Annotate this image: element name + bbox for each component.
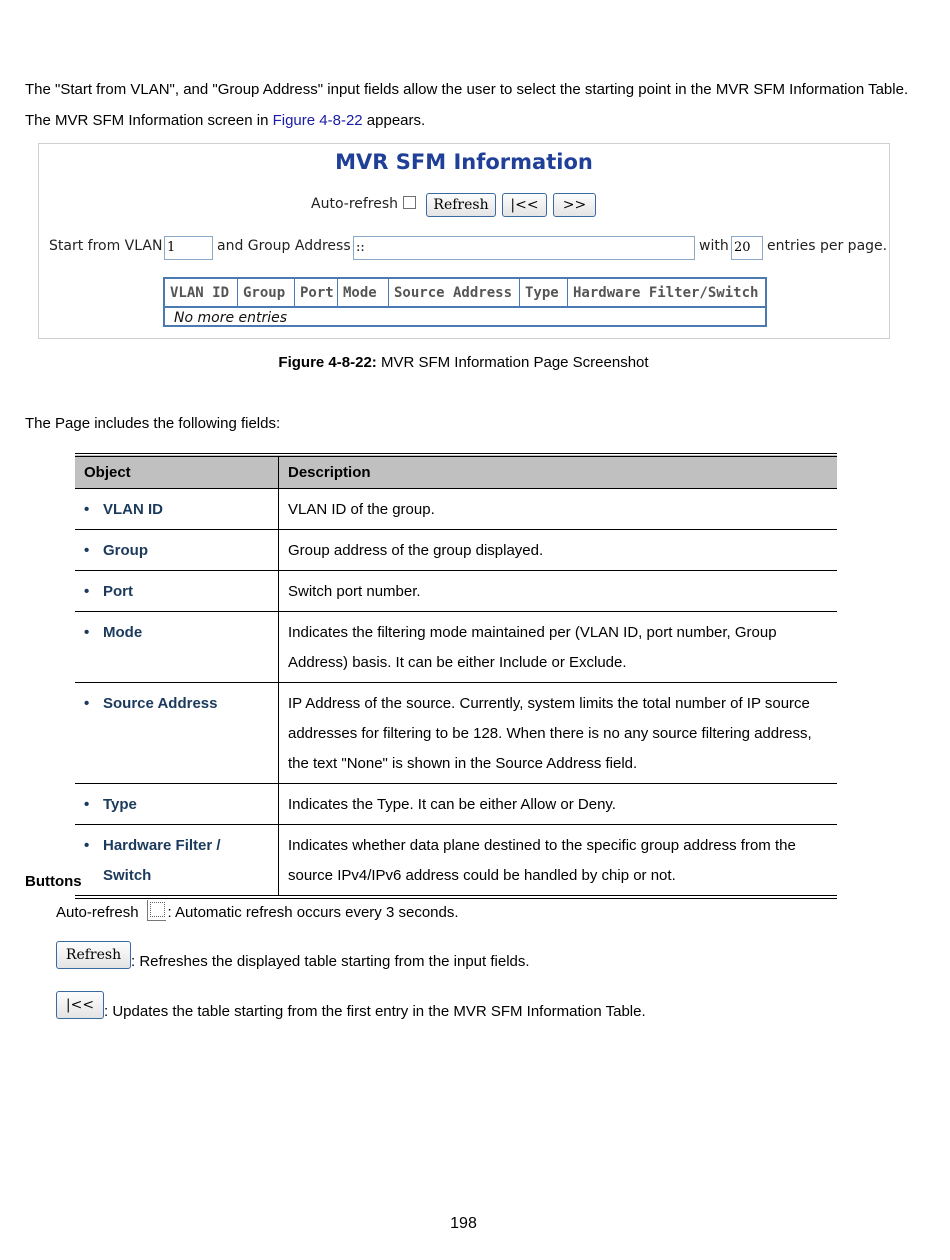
- screenshot-title: MVR SFM Information: [335, 150, 593, 174]
- refresh-description: : Refreshes the displayed table starting from the input fields.: [131, 953, 530, 970]
- bullet-icon: •: [84, 583, 90, 600]
- object-name: Switch: [103, 867, 152, 884]
- description-line: Switch port number.: [288, 583, 421, 600]
- start-vlan-input[interactable]: 1: [164, 236, 213, 260]
- description-line: VLAN ID of the group.: [288, 501, 435, 518]
- bullet-icon: •: [84, 837, 90, 854]
- table-row: [75, 530, 837, 571]
- object-name: VLAN ID: [103, 501, 163, 518]
- bullet-icon: •: [84, 624, 90, 641]
- figure-caption-text: MVR SFM Information Page Screenshot: [376, 354, 649, 371]
- mvr-sfm-table: [163, 277, 767, 327]
- description-line: source IPv4/IPv6 address could be handled by chip or not.: [288, 867, 676, 884]
- column-header-vlan-id: VLAN ID: [165, 279, 238, 306]
- intro-line-2-post: appears.: [362, 112, 426, 129]
- mvr-sfm-table-header: [165, 279, 765, 308]
- description-line: Indicates the filtering mode maintained per (VLAN ID, port number, Group: [288, 624, 777, 641]
- buttons-heading: Buttons: [25, 873, 82, 890]
- object-name: Port: [103, 583, 133, 600]
- description-line: IP Address of the source. Currently, system limits the total number of IP source: [288, 695, 810, 712]
- intro-line-2: [25, 112, 425, 129]
- column-header-hardware-filter-switch: Hardware Filter/Switch: [573, 284, 759, 301]
- first-page-button[interactable]: |<<: [502, 193, 547, 217]
- bullet-icon: •: [84, 695, 90, 712]
- auto-refresh-description: : Automatic refresh occurs every 3 seconds.: [167, 904, 459, 921]
- table-row: [75, 571, 837, 612]
- description-line: Indicates whether data plane destined to the specific group address from the: [288, 837, 796, 854]
- auto-refresh-explanation: [56, 900, 459, 921]
- page-number: 198: [450, 1215, 477, 1232]
- bullet-icon: •: [84, 501, 90, 518]
- group-address-input[interactable]: ::: [353, 236, 695, 260]
- refresh-button[interactable]: Refresh: [426, 193, 496, 217]
- description-line: addresses for filtering to be 128. When there is no any source filtering address,: [288, 725, 812, 742]
- intro-line-2-pre: The MVR SFM Information screen in: [25, 112, 273, 129]
- description-line: the text "None" is shown in the Source Address field.: [288, 755, 638, 772]
- object-name: Group: [103, 542, 148, 559]
- next-page-button[interactable]: >>: [553, 193, 596, 217]
- with-label: with: [699, 238, 729, 254]
- table-row: [75, 784, 837, 825]
- table-row: [75, 825, 837, 898]
- mvr-sfm-screenshot: [38, 143, 890, 339]
- description-line: Address) basis. It can be either Include or Exclude.: [288, 654, 627, 671]
- fields-table: [75, 453, 837, 899]
- auto-refresh-text: Auto-refresh: [56, 904, 139, 921]
- entries-per-page-input[interactable]: 20: [731, 236, 763, 260]
- entries-per-page-label: entries per page.: [767, 238, 888, 254]
- header-description: Description: [279, 455, 838, 489]
- column-header-type: Type: [520, 279, 568, 306]
- column-header-group: Group: [238, 279, 295, 306]
- object-name: Source Address: [103, 695, 218, 712]
- auto-refresh-checkbox-sample: [147, 900, 166, 921]
- first-page-explanation: [56, 991, 646, 1019]
- empty-entries-text: No more entries: [174, 310, 288, 326]
- intro-line-1: The "Start from VLAN", and "Group Address" input fields allow the user to select the starting point in the MVR SFM Information Table.: [25, 81, 909, 98]
- bullet-icon: •: [84, 796, 90, 813]
- figure-caption-label: Figure 4-8-22:: [278, 354, 377, 371]
- table-row: [75, 683, 837, 784]
- bullet-icon: •: [84, 542, 90, 559]
- group-address-label: and Group Address: [217, 238, 351, 254]
- header-object: Object: [75, 455, 279, 489]
- description-line: Group address of the group displayed.: [288, 542, 544, 559]
- column-header-port: Port: [295, 279, 338, 306]
- fields-intro: The Page includes the following fields:: [25, 415, 281, 432]
- object-name: Hardware Filter /: [103, 837, 221, 854]
- table-row: [75, 489, 837, 530]
- figure-link[interactable]: Figure 4-8-22: [272, 112, 363, 129]
- start-vlan-label: Start from VLAN: [49, 238, 163, 254]
- column-header-source-address: Source Address: [389, 279, 520, 306]
- auto-refresh-label: Auto-refresh: [311, 196, 399, 212]
- object-name: Type: [103, 796, 137, 813]
- first-page-description: : Updates the table starting from the first entry in the MVR SFM Information Table.: [104, 1003, 646, 1020]
- fields-table-header: [75, 455, 837, 489]
- figure-caption: [0, 354, 927, 371]
- table-row: [75, 612, 837, 683]
- object-name: Mode: [103, 624, 143, 641]
- refresh-button-sample: Refresh: [56, 941, 131, 969]
- first-page-button-sample: |<<: [56, 991, 104, 1019]
- refresh-explanation: [56, 941, 530, 969]
- description-line: Indicates the Type. It can be either Allow or Deny.: [288, 796, 616, 813]
- column-header-mode: Mode: [338, 279, 389, 306]
- auto-refresh-checkbox[interactable]: [403, 196, 416, 209]
